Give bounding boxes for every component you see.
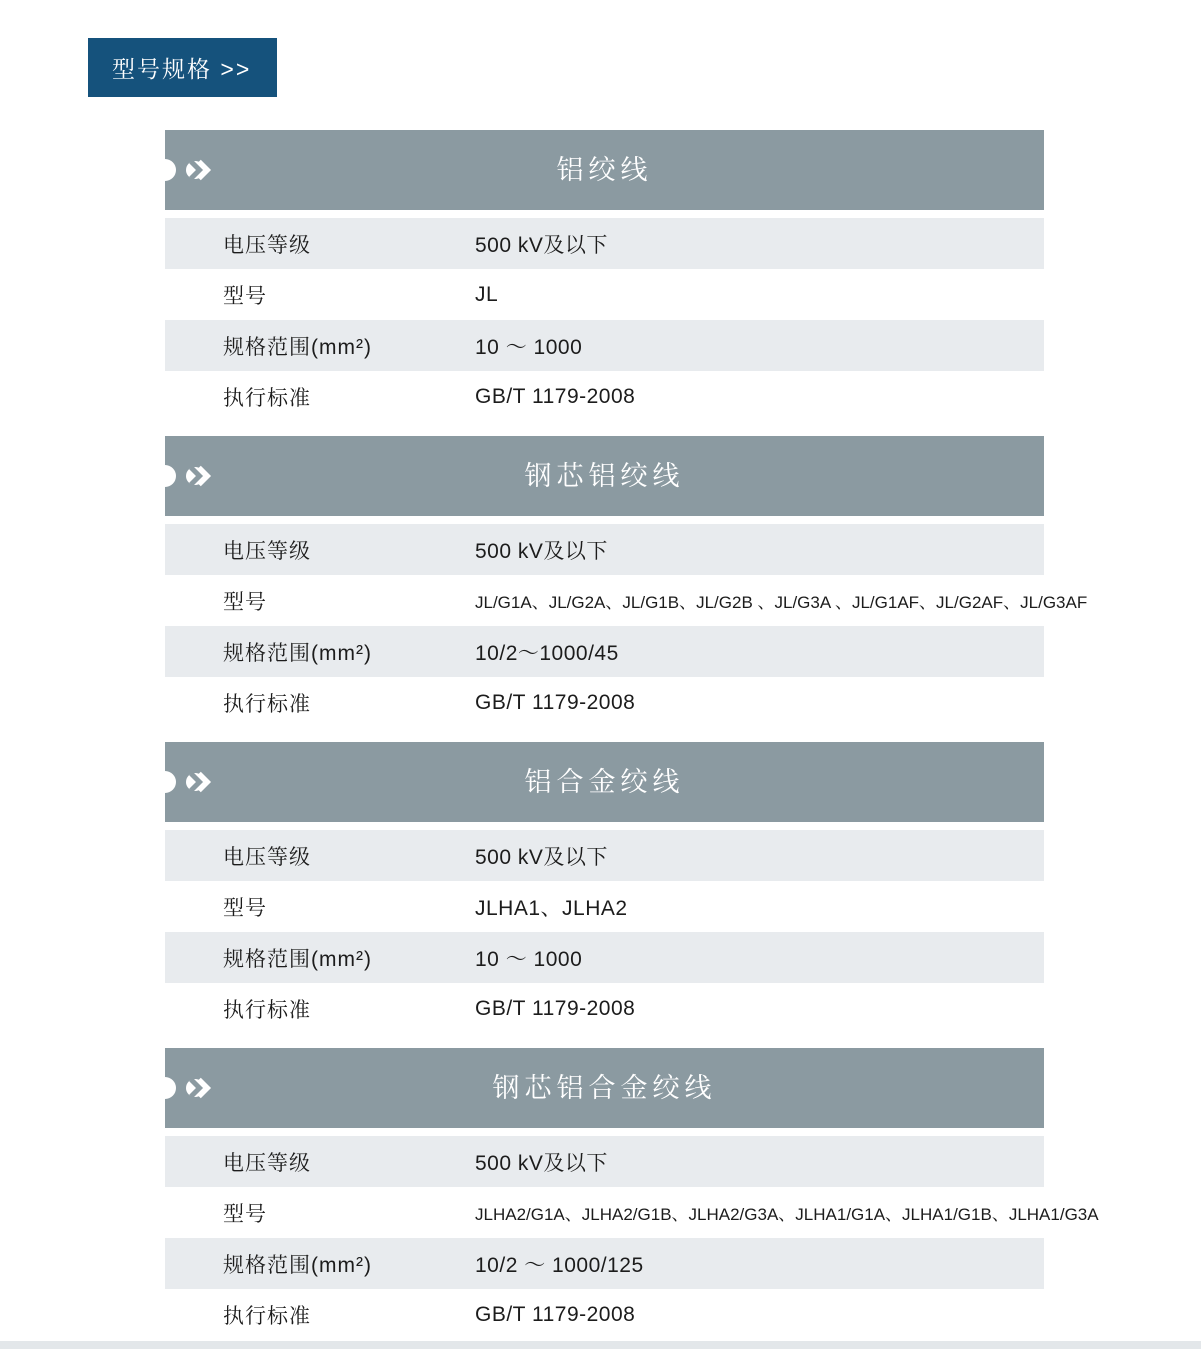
arrow-right-icon [186, 1077, 213, 1100]
spec-section [165, 1048, 1099, 1340]
table-row [165, 983, 1044, 1034]
table-row [165, 881, 1044, 932]
table-row [165, 626, 1044, 677]
row-label: 型号 [223, 1202, 267, 1226]
table-row [165, 1187, 1099, 1238]
table-row [165, 830, 1044, 881]
row-value: GB/T 1179-2008 [475, 996, 636, 1020]
circle-decoration-icon [154, 1077, 176, 1099]
table-row [165, 269, 1044, 320]
table-row [165, 932, 1044, 983]
row-label: 型号 [223, 896, 267, 920]
row-value: 10/2～1000/45 [475, 641, 619, 665]
row-value: 10 ～ 1000 [475, 335, 583, 359]
arrow-right-icon [186, 159, 213, 182]
row-label: 电压等级 [223, 1151, 311, 1175]
row-label: 电压等级 [223, 233, 311, 257]
section-header [165, 130, 1044, 210]
spec-section [165, 130, 1044, 422]
row-value: JLHA1、JLHA2 [475, 896, 628, 920]
table-row [165, 371, 1044, 422]
circle-decoration-icon [154, 159, 176, 181]
row-value: JL [475, 282, 499, 306]
row-label: 执行标准 [223, 1304, 311, 1328]
table-row [165, 320, 1044, 371]
row-label: 电压等级 [223, 845, 311, 869]
page-title-badge: 型号规格 >> [88, 38, 277, 97]
row-value: 500 kV及以下 [475, 539, 608, 563]
section-rows [165, 524, 1088, 728]
table-row [165, 218, 1044, 269]
spec-section [165, 742, 1044, 1034]
row-label: 执行标准 [223, 692, 311, 716]
section-title: 铝绞线 [556, 155, 653, 185]
section-rows [165, 1136, 1099, 1340]
row-value: GB/T 1179-2008 [475, 690, 636, 714]
spec-section [165, 436, 1088, 728]
section-header [165, 436, 1044, 516]
row-value: 500 kV及以下 [475, 1151, 608, 1175]
row-value: 500 kV及以下 [475, 233, 608, 257]
table-row [165, 1238, 1044, 1289]
row-label: 执行标准 [223, 998, 311, 1022]
section-rows [165, 830, 1044, 1034]
row-value: 10/2 ～ 1000/125 [475, 1253, 644, 1277]
row-label: 规格范围(mm²) [223, 641, 372, 665]
row-value: 10 ～ 1000 [475, 947, 583, 971]
bottom-divider [0, 1341, 1201, 1349]
table-row [165, 575, 1088, 626]
section-header [165, 1048, 1044, 1128]
section-title: 铝合金绞线 [524, 767, 685, 797]
row-label: 规格范围(mm²) [223, 335, 372, 359]
table-row [165, 1289, 1044, 1340]
arrow-right-icon [186, 771, 213, 794]
row-label: 型号 [223, 284, 267, 308]
table-row [165, 524, 1044, 575]
section-title: 钢芯铝合金绞线 [492, 1073, 717, 1103]
section-rows [165, 218, 1044, 422]
spec-table [165, 130, 1099, 1354]
section-header [165, 742, 1044, 822]
row-label: 电压等级 [223, 539, 311, 563]
arrow-right-icon [186, 465, 213, 488]
circle-decoration-icon [154, 771, 176, 793]
circle-decoration-icon [154, 465, 176, 487]
section-title: 钢芯铝绞线 [524, 461, 685, 491]
row-label: 型号 [223, 590, 267, 614]
row-value: JL/G1A、JL/G2A、JL/G1B、JL/G2B 、JL/G3A 、JL/G1AF、JL/G2AF、JL/G3AF [475, 593, 1088, 612]
row-value: GB/T 1179-2008 [475, 384, 636, 408]
row-label: 执行标准 [223, 386, 311, 410]
row-value: GB/T 1179-2008 [475, 1302, 636, 1326]
row-label: 规格范围(mm²) [223, 947, 372, 971]
row-value: JLHA2/G1A、JLHA2/G1B、JLHA2/G3A、JLHA1/G1A、JLHA1/G1B、JLHA1/G3A [475, 1205, 1099, 1224]
row-label: 规格范围(mm²) [223, 1253, 372, 1277]
row-value: 500 kV及以下 [475, 845, 608, 869]
table-row [165, 1136, 1044, 1187]
table-row [165, 677, 1044, 728]
